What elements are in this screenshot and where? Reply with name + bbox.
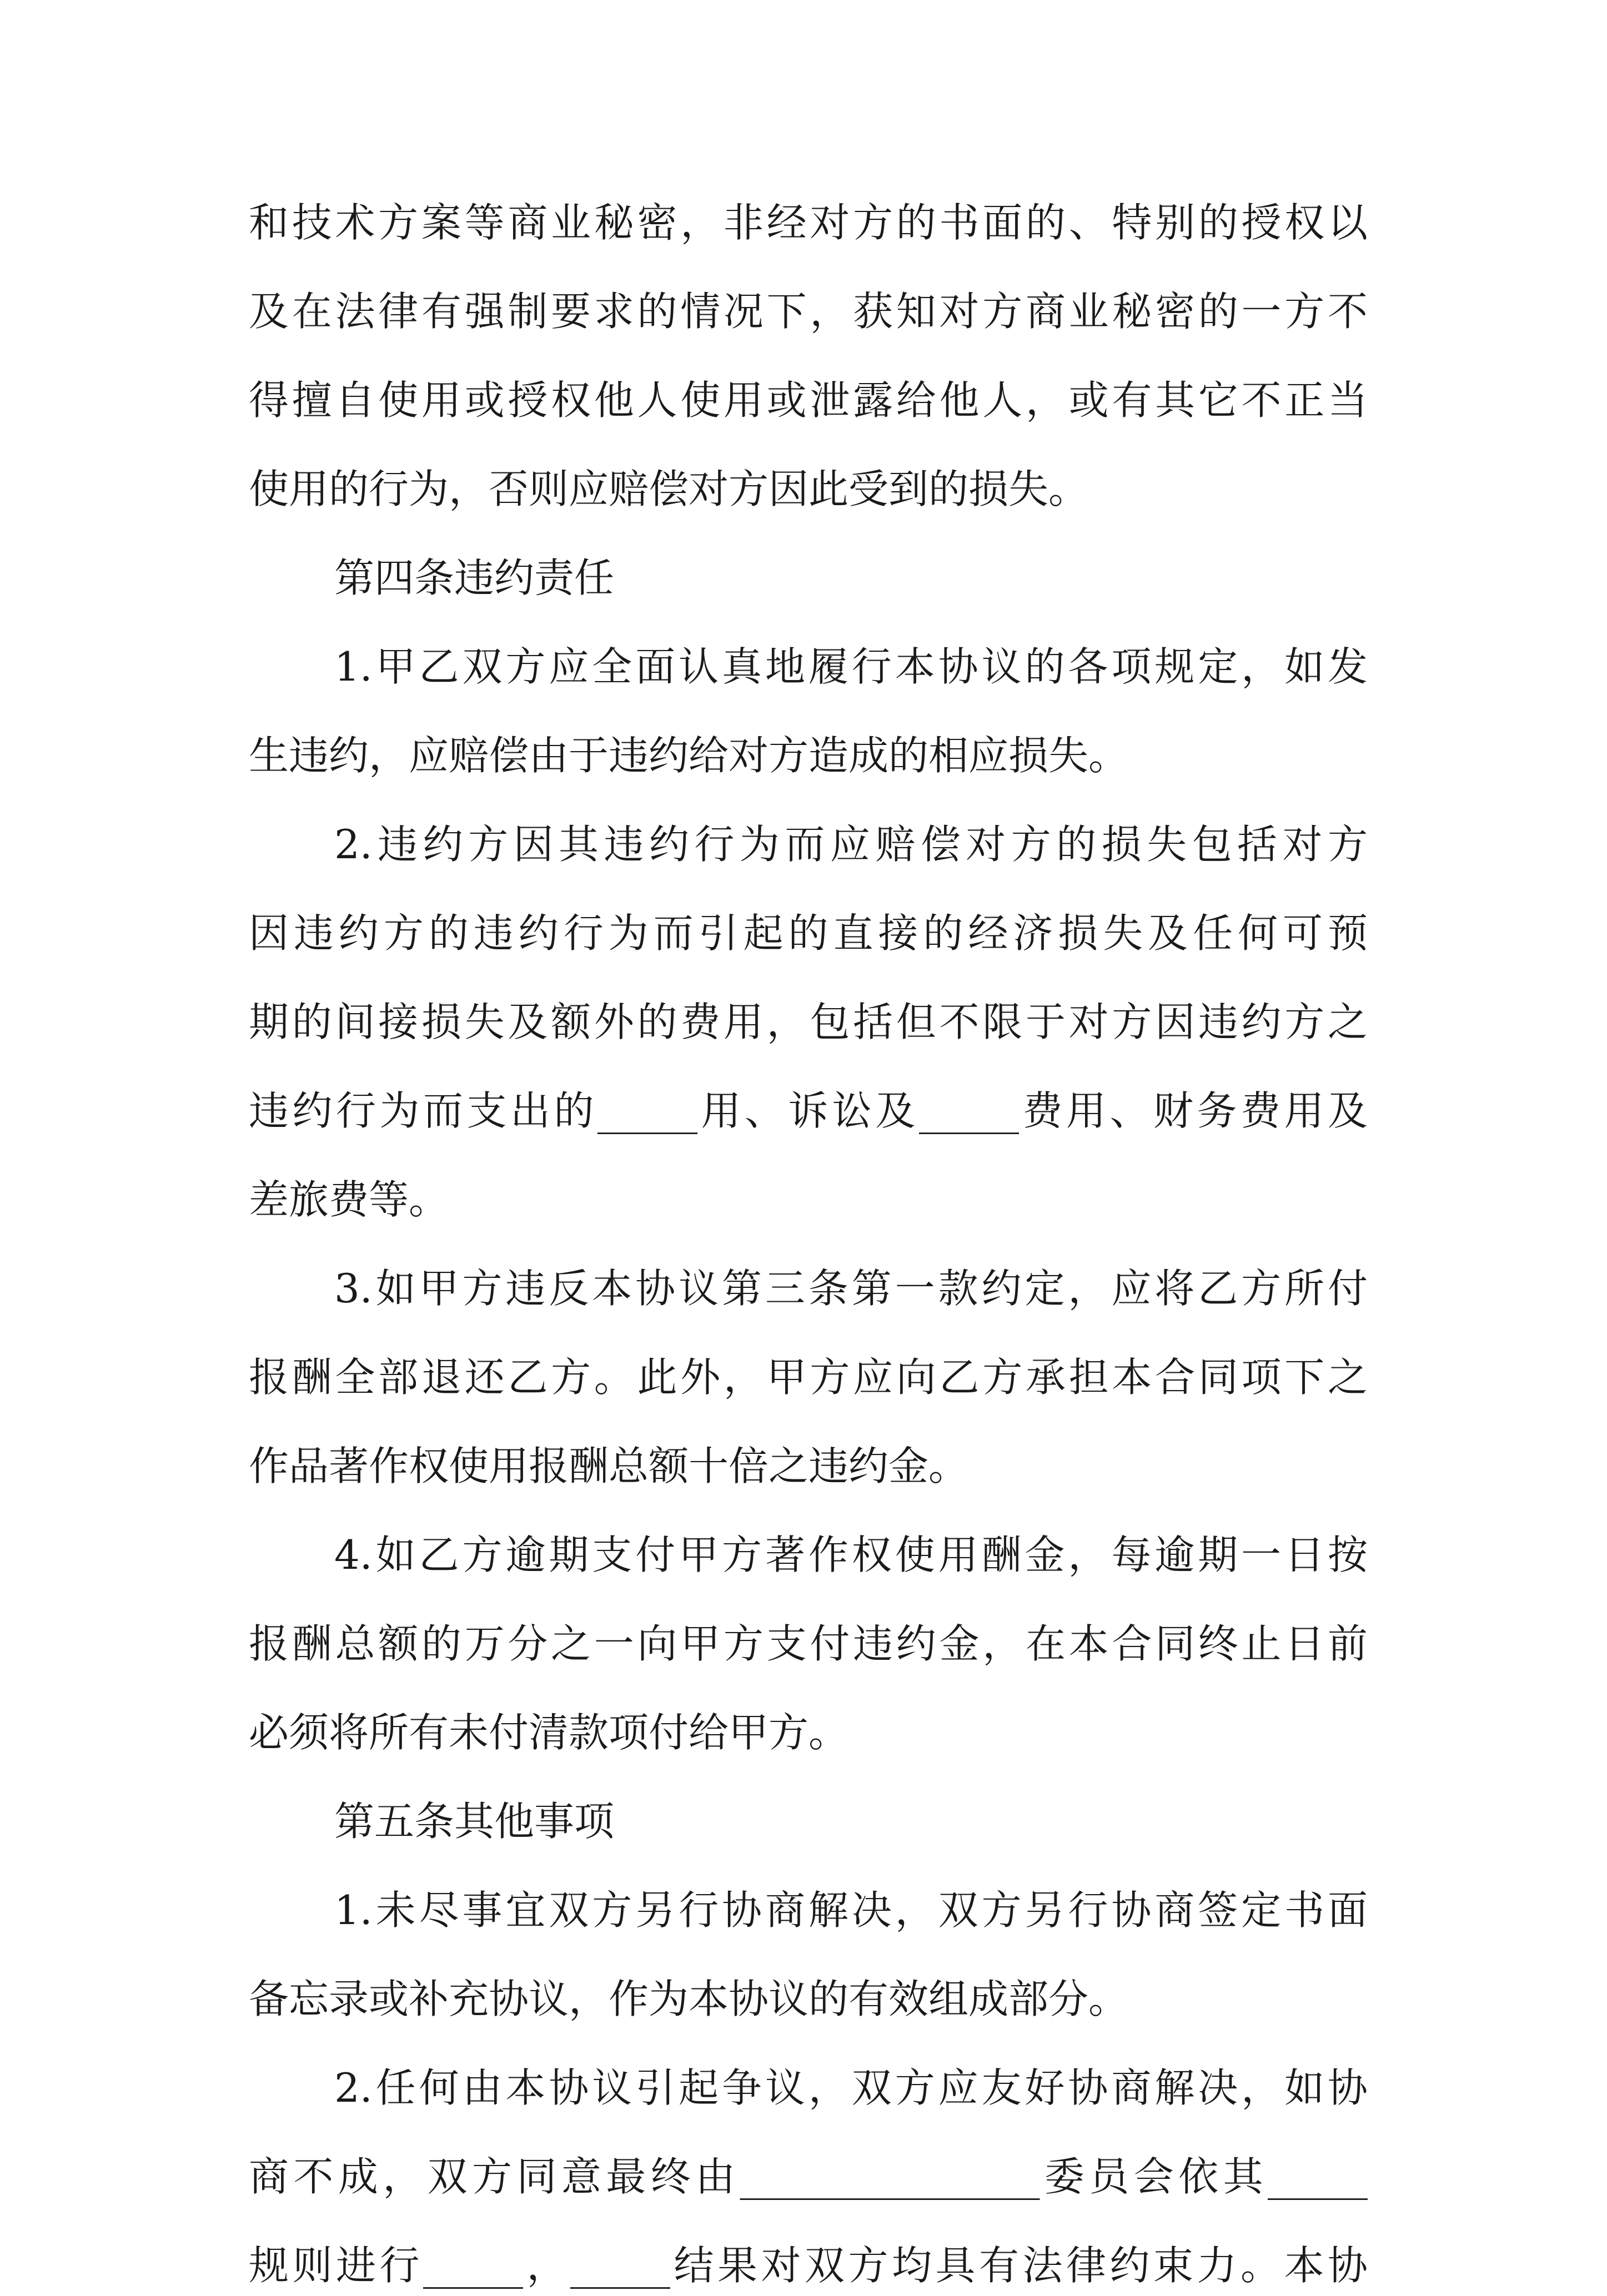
text-line: 作品著作权使用报酬总额十倍之违约金。 xyxy=(249,1443,969,1489)
text-line: 2.违约方因其违约行为而应赔偿对方的损失包括对方 xyxy=(334,821,1368,868)
text-line: 生违约，应赔偿由于违约给对方造成的相应损失。 xyxy=(249,732,1129,779)
text-line: 3.如甲方违反本协议第三条第一款约定，应将乙方所付 xyxy=(334,1265,1368,1312)
text-line: 4.如乙方逾期支付甲方著作权使用酬金，每逾期一日按 xyxy=(334,1532,1368,1578)
section-heading: 第五条其他事项 xyxy=(334,1798,615,1845)
text-line: 使用的行为，否则应赔偿对方因此受到的损失。 xyxy=(249,466,1089,512)
text-line: 因违约方的违约行为而引起的直接的经济损失及任何可预 xyxy=(249,910,1368,956)
text-line: 报酬全部退还乙方。此外，甲方应向乙方承担本合同项下之 xyxy=(249,1354,1368,1401)
text-line: 1.未尽事宜双方另行协商解决，双方另行协商签定书面 xyxy=(334,1887,1368,1934)
text-line: 及在法律有强制要求的情况下，获知对方商业秘密的一方不 xyxy=(249,288,1368,335)
text-line: 规则进行_____，_____结果对双方均具有法律约束力。本协 xyxy=(249,2242,1368,2289)
text-line: 违约行为而支出的_____用、诉讼及_____费用、财务费用及 xyxy=(249,1087,1368,1134)
text-line: 报酬总额的万分之一向甲方支付违约金，在本合同终止日前 xyxy=(249,1620,1368,1667)
text-line: 商不成，双方同意最终由_______________委员会依其_____ xyxy=(249,2153,1368,2200)
text-line: 差旅费等。 xyxy=(249,1176,449,1223)
text-line: 期的间接损失及额外的费用，包括但不限于对方因违约方之 xyxy=(249,999,1368,1045)
text-line: 得擅自使用或授权他人使用或泄露给他人，或有其它不正当 xyxy=(249,377,1368,424)
text-line: 2.任何由本协议引起争议，双方应友好协商解决，如协 xyxy=(334,2065,1368,2111)
text-line: 备忘录或补充协议，作为本协议的有效组成部分。 xyxy=(249,1976,1129,2022)
section-heading: 第四条违约责任 xyxy=(334,555,615,601)
text-line: 和技术方案等商业秘密，非经对方的书面的、特别的授权以 xyxy=(249,199,1368,246)
text-line: 1.甲乙双方应全面认真地履行本协议的各项规定，如发 xyxy=(334,643,1368,690)
text-line: 必须将所有未付清款项付给甲方。 xyxy=(249,1709,849,1756)
